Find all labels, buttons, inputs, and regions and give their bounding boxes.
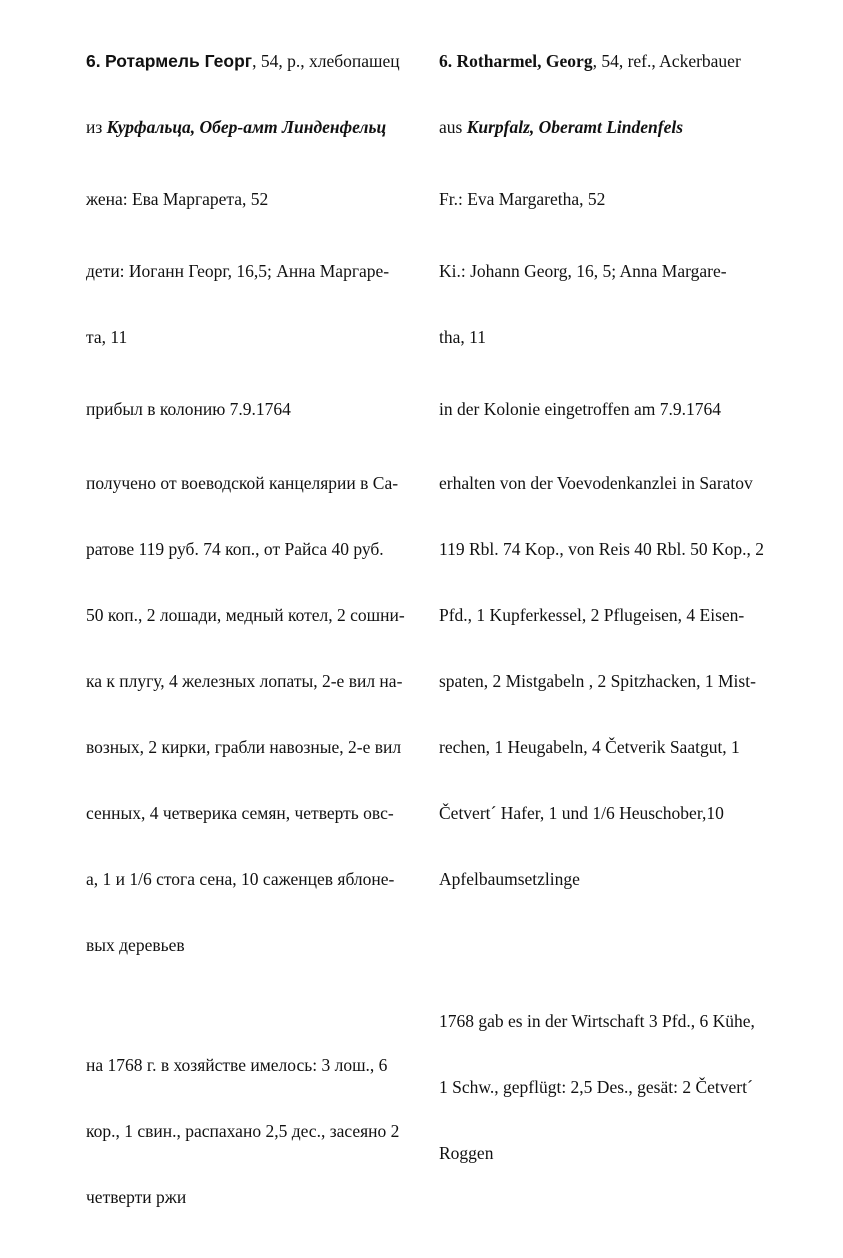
ru-received-line: 50 коп., 2 лошади, медный котел, 2 сошни-: [86, 605, 405, 625]
ru-arrival: прибыл в колонию 7.9.1764: [86, 399, 291, 419]
ru-received-line: возных, 2 кирки, грабли навозные, 2-е вил: [86, 737, 402, 757]
de-origin-prefix: aus: [439, 117, 467, 137]
de-arrival: in der Kolonie eingetroffen am 7.9.1764: [439, 399, 722, 419]
de-farm-line: 1768 gab es in der Wirtschaft 3 Pfd., 6 Kühe,: [439, 1011, 755, 1031]
de-wife: Fr.: Eva Margaretha, 52: [439, 189, 606, 209]
de-farm-line: Roggen: [439, 1143, 494, 1163]
ru-origin-prefix: из: [86, 117, 107, 137]
ru-received-line: сенных, 4 четверика семян, четверть овс-: [86, 803, 394, 823]
ru-farm-line: на 1768 г. в хозяйстве имелось: 3 лош., 6: [86, 1055, 388, 1075]
de-received-line: rechen, 1 Heugabeln, 4 Četverik Saatgut, 1: [439, 737, 740, 757]
ru-entry-heading: [86, 6, 416, 182]
de-person-name: Rotharmel, Georg: [456, 51, 593, 71]
de-received-line: spaten, 2 Mistgabeln , 2 Spitzhacken, 1 Mist-: [439, 671, 756, 691]
ru-received-line: получено от воеводской канцелярии в Са-: [86, 473, 399, 493]
de-heading-details: , 54, ref., Ackerbauer: [592, 51, 741, 71]
ru-entry-number: 6.: [86, 51, 101, 71]
de-entry-heading: [439, 6, 775, 182]
ru-received-line: ка к плугу, 4 железных лопаты, 2-е вил на-: [86, 671, 403, 691]
de-farm-line: 1 Schw., gepflügt: 2,5 Des., gesät: 2 Četvert´: [439, 1077, 753, 1097]
russian-column: [86, 6, 416, 1258]
ru-received: [86, 428, 416, 1000]
de-children-line: Ki.: Johann Georg, 16, 5; Anna Margare-: [439, 261, 727, 281]
ru-farm-line: кор., 1 свин., распахано 2,5 дес., засеяно 2: [86, 1121, 400, 1141]
de-farm-1768: [439, 966, 775, 1208]
de-received-line: Pfd., 1 Kupferkessel, 2 Pflugeisen, 4 Eisen-: [439, 605, 745, 625]
de-received-line: Apfelbaumsetzlinge: [439, 869, 580, 889]
ru-wife: жена: Ева Маргарета, 52: [86, 189, 269, 209]
ru-origin: Курфальца, Обер-амт Линденфельц: [106, 117, 387, 137]
de-received: [439, 428, 775, 934]
german-column: [439, 6, 775, 1214]
de-children-line: tha, 11: [439, 327, 486, 347]
ru-received-line: вых деревьев: [86, 935, 185, 955]
ru-received-line: а, 1 и 1/6 стога сена, 10 саженцев яблоне-: [86, 869, 395, 889]
ru-farm-line: четверти ржи: [86, 1187, 187, 1207]
de-received-line: 119 Rbl. 74 Kop., von Reis 40 Rbl. 50 Kop., 2: [439, 539, 765, 559]
de-children: [439, 216, 775, 392]
ru-children: [86, 216, 416, 392]
ru-person-name: Ротармель Георг: [104, 51, 253, 71]
de-origin: Kurpfalz, Oberamt Lindenfels: [466, 117, 684, 137]
ru-children-line: дети: Иоганн Георг, 16,5; Анна Маргаре-: [86, 261, 390, 281]
ru-farm-1768: [86, 1010, 416, 1252]
de-received-line: Četvert´ Hafer, 1 und 1/6 Heuschober,10: [439, 803, 724, 823]
ru-children-line: та, 11: [86, 327, 128, 347]
de-entry-number: 6.: [439, 51, 453, 71]
ru-heading-details: , 54, р., хлебопашец: [252, 51, 400, 71]
de-received-line: erhalten von der Voevodenkanzlei in Saratov: [439, 473, 753, 493]
ru-received-line: ратове 119 руб. 74 коп., от Райса 40 руб.: [86, 539, 384, 559]
